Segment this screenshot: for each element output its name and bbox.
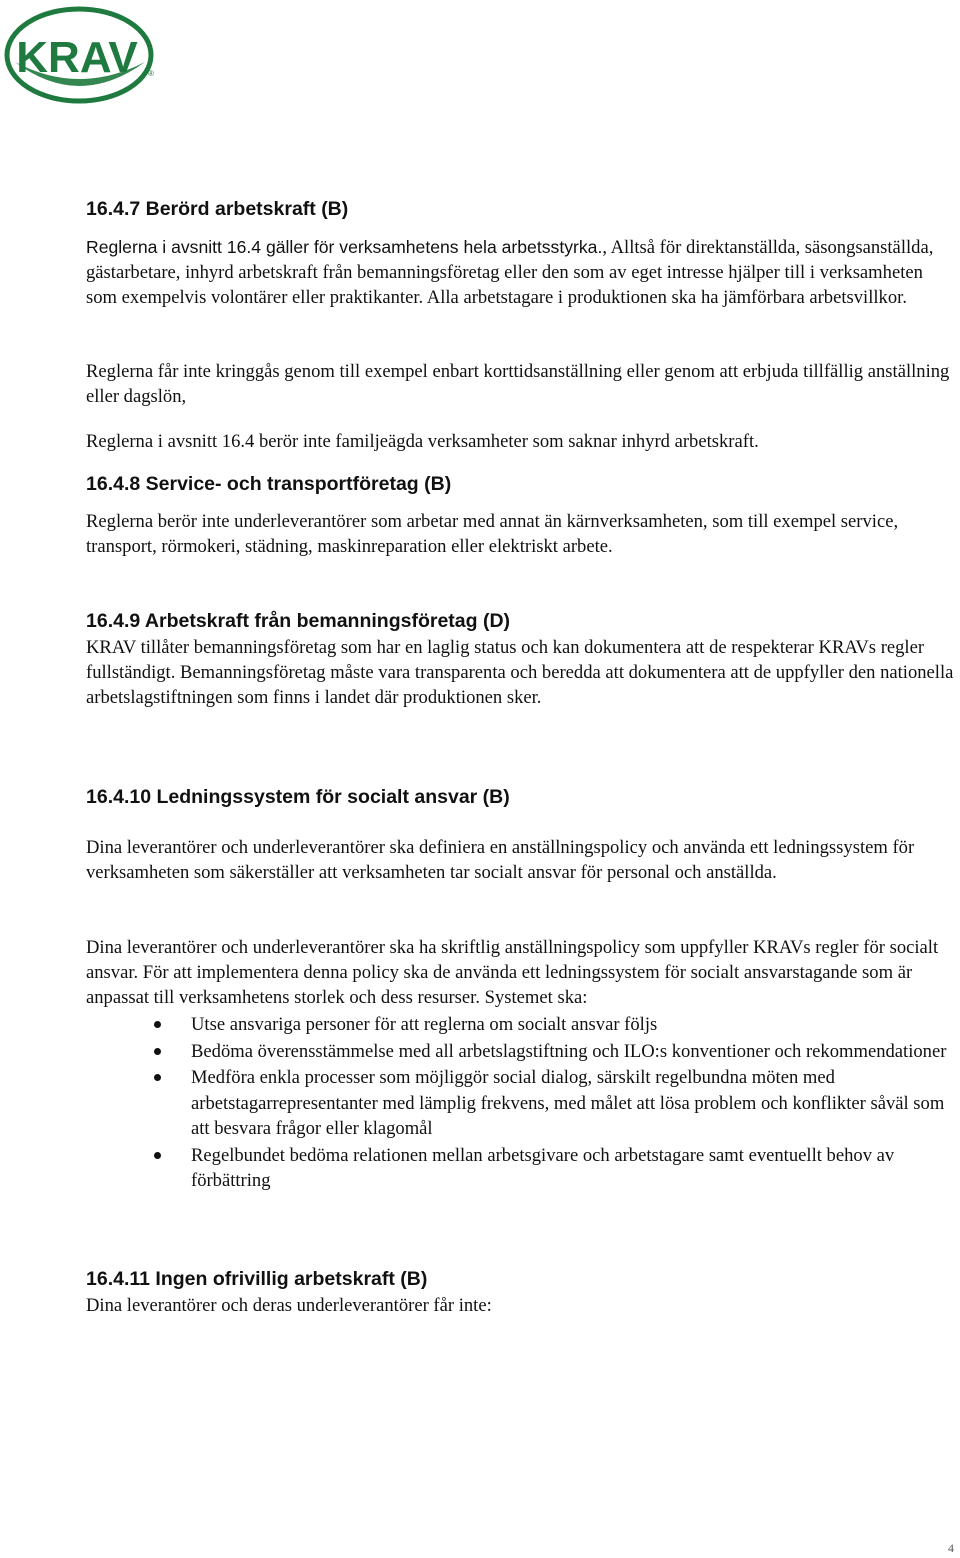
bullet-icon xyxy=(154,1152,161,1159)
s10-paragraph-1: Dina leverantörer och underleverantörer ska definiera en anställningspolicy och använda ett ledningssystem för verksamheten som säkerställer att verksamheten tar socialt ansvar för personal och anställda. xyxy=(86,837,915,883)
heading-16-4-9: 16.4.9 Arbetskraft från bemanningsföretag (D) xyxy=(86,610,511,632)
page-number: 4 xyxy=(948,1541,954,1555)
s9-paragraph-1: KRAV tillåter bemanningsföretag som har en laglig status och kan dokumentera att de respekterar KRAVs regler fullständigt. Bemanningsföretag måste vara transparenta och beredda att dokumentera att de uppfyller den nationella arbetslagstiftningen som finns i landet där produktionen sker. xyxy=(86,637,954,708)
s11-paragraph-1: Dina leverantörer och deras underleverantörer får inte: xyxy=(86,1295,492,1316)
s7-p1-serif-b: Alla arbetstagare i produktionen ska ha jämförbara arbetsvillkor. xyxy=(423,287,907,308)
logo-registered-mark: ® xyxy=(148,69,154,78)
bullet-icon xyxy=(154,1021,161,1028)
s7-paragraph-1 xyxy=(86,235,958,310)
s10-bullet-list xyxy=(86,1012,958,1195)
s7-paragraph-3: Reglerna i avsnitt 16.4 berör inte familjeägda verksamheter som saknar inhyrd arbetskraft. xyxy=(86,431,759,452)
heading-16-4-7: 16.4.7 Berörd arbetskraft (B) xyxy=(86,198,349,220)
list-item-text: Bedöma överensstämmelse med all arbetslagstiftning och ILO:s konventioner och rekommendationer xyxy=(191,1040,947,1062)
list-item-text: Utse ansvariga personer för att reglerna om socialt ansvar följs xyxy=(191,1014,658,1035)
list-item xyxy=(86,1143,958,1194)
list-item-text: Medföra enkla processer som möjliggör social dialog, särskilt regelbundna möten med arbetstagarrepresentanter med lämplig frekvens, med målet att lösa problem och konflikter såväl som att besvara frågor eller klagomål xyxy=(191,1067,945,1139)
list-item xyxy=(86,1039,958,1065)
bullet-icon xyxy=(154,1048,161,1055)
heading-16-4-11: 16.4.11 Ingen ofrivillig arbetskraft (B) xyxy=(86,1268,428,1290)
heading-16-4-10: 16.4.10 Ledningssystem för socialt ansvar (B) xyxy=(86,786,510,808)
s7-p1-serif-a: , Alltså för direktanställda, säsongsanställda, gästarbetare, inhyrd arbetskraft från bemanningsföretag eller den som av eget intresse hjälper till i verksamheten som exempelvis volontärer eller praktikanter. xyxy=(86,237,934,308)
list-item xyxy=(86,1065,958,1142)
list-item-text: Regelbundet bedöma relationen mellan arbetsgivare och arbetstagare samt eventuellt behov av förbättring xyxy=(191,1144,895,1191)
bullet-icon xyxy=(154,1074,161,1081)
heading-16-4-8: 16.4.8 Service- och transportföretag (B) xyxy=(86,473,452,495)
s10-paragraph-2: Dina leverantörer och underleverantörer ska ha skriftlig anställningspolicy som uppfyller KRAVs regler för socialt ansvar. För att implementera denna policy ska de använda ett ledningssystem för socialt ansvarstagande som är anpassat till verksamhetens storlek och dess resurser. Systemet ska: xyxy=(86,937,939,1008)
s8-paragraph-1: Reglerna berör inte underleverantörer som arbetar med annat än kärnverksamheten, som till exempel service, transport, rörmokeri, städning, maskinreparation eller elektriskt arbete. xyxy=(86,511,899,557)
logo-wordmark: KRAV xyxy=(16,33,138,82)
s7-paragraph-2: Reglerna får inte kringgås genom till exempel enbart korttidsanställning eller genom att erbjuda tillfällig anställning eller dagslön, xyxy=(86,361,950,407)
s7-p1-sans: Reglerna i avsnitt 16.4 gäller för verksamhetens hela arbetsstyrka. xyxy=(86,237,603,257)
list-item xyxy=(86,1012,958,1038)
krav-logo xyxy=(3,4,155,104)
